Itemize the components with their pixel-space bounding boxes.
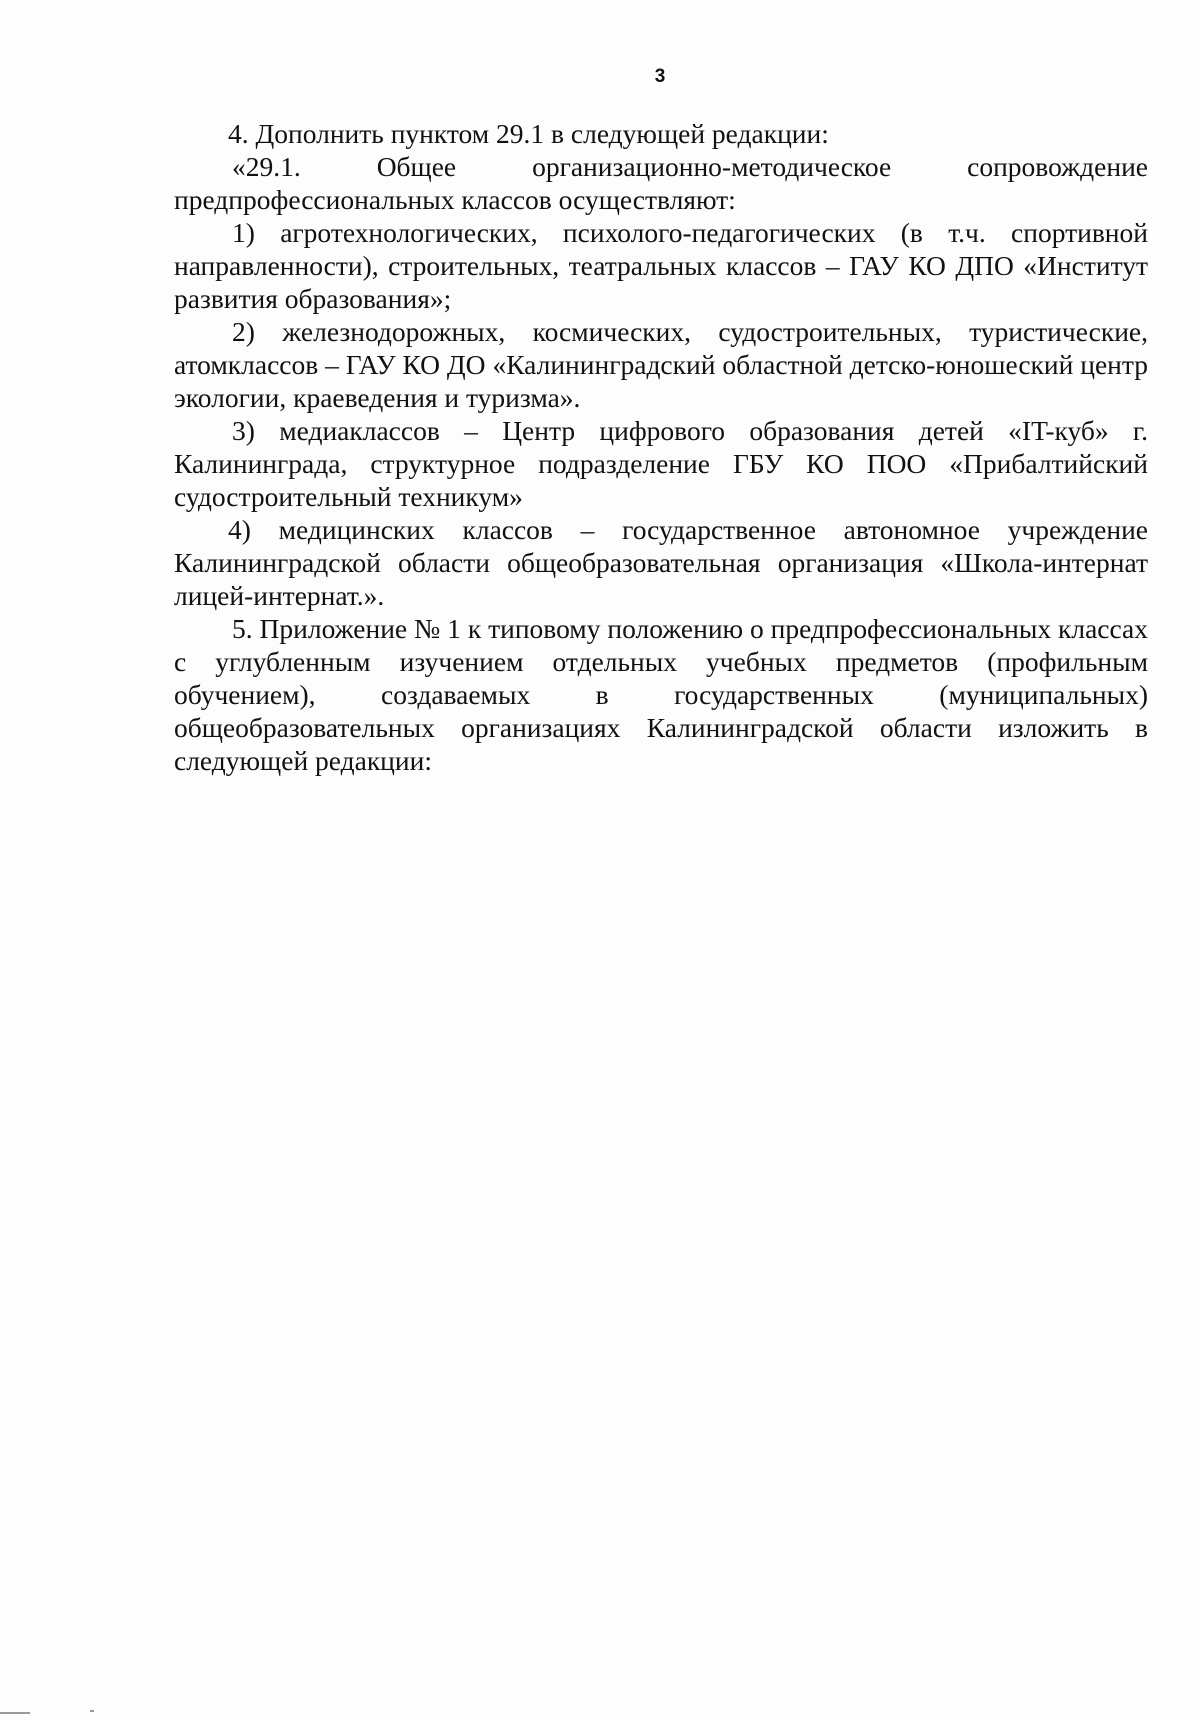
document-body <box>174 117 1148 777</box>
paragraph-subitem-2: 2) железнодорожных, космических, судостроительных, туристические, атомклассов – ГАУ КО ДО «Калининградский областной детско-юношеский центр экологии, краеведения и туризма». <box>174 316 1148 413</box>
scan-artifact <box>90 1710 94 1712</box>
paragraph-subitem-4: 4) медицинских классов – государственное автономное учреждение Калининградской области общеобразовательная организация «Школа-интернат лицей-интернат.». <box>174 514 1148 611</box>
scan-artifact <box>0 1712 30 1714</box>
paragraph-amendment-4: 4. Дополнить пунктом 29.1 в следующей редакции: <box>228 118 829 149</box>
page-number: 3 <box>654 66 666 87</box>
paragraph-subitem-3: 3) медиаклассов – Центр цифрового образования детей «IT-куб» г. Калининграда, структурное подразделение ГБУ КО ПОО «Прибалтийский судостроительный техникум» <box>174 415 1148 512</box>
paragraph-item-29-1: «29.1. Общее организационно-методическое сопровождение предпрофессиональных классов осуществляют: <box>174 151 1148 215</box>
paragraph-subitem-1: 1) агротехнологических, психолого-педагогических (в т.ч. спортивной направленности), строительных, театральных классов – ГАУ КО ДПО «Институт развития образования»; <box>174 217 1148 314</box>
paragraph-amendment-5: 5. Приложение № 1 к типовому положению о предпрофессиональных классах с углубленным изучением отдельных учебных предметов (профильным обучением), создаваемых в государственных (муниципальных) общеобразовательных организациях Калининградской области изложить в следующей редакции: <box>174 613 1148 776</box>
